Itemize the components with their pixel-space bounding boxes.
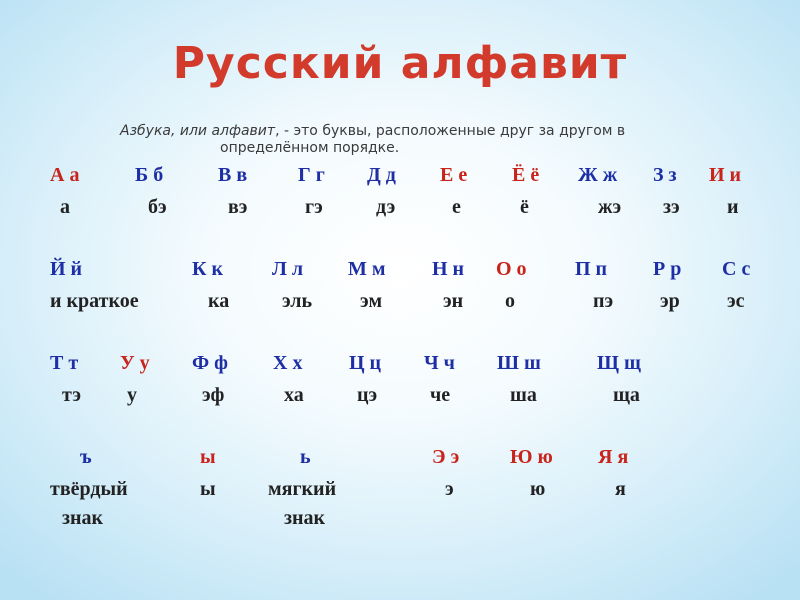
letter-i: И и [709, 164, 742, 186]
subtitle-italic: Азбука, или алфавит [120, 123, 276, 139]
letter-soft-sign: ь [300, 446, 311, 468]
letter-short-i: Й й [50, 258, 83, 280]
letter-t: Т т [50, 352, 79, 374]
name-eh: э [445, 478, 454, 500]
name-p: пэ [593, 290, 614, 312]
letter-ya: Я я [598, 446, 629, 468]
letter-m: М м [348, 258, 386, 280]
letter-hard-sign: ъ [80, 446, 92, 468]
name-s: эс [727, 290, 745, 312]
name-z: зэ [663, 196, 680, 218]
letter-a: А а [50, 164, 80, 186]
letter-eh: Э э [432, 446, 460, 468]
letter-h: Х х [273, 352, 303, 374]
letter-sh: Ш ш [497, 352, 541, 374]
subtitle [120, 123, 740, 157]
name-short-i: и краткое [50, 290, 139, 312]
name-zh: жэ [598, 196, 622, 218]
name-t: тэ [62, 384, 81, 406]
subtitle-rest: , - это буквы, расположенные друг за другом в [275, 123, 626, 139]
letter-k: К к [192, 258, 224, 280]
letter-ch: Ч ч [424, 352, 455, 374]
name-yu: ю [530, 478, 546, 500]
name-l: эль [282, 290, 313, 312]
name-soft-sign: мягкий [268, 478, 337, 500]
letter-n: Н н [432, 258, 465, 280]
name-yo: ё [520, 196, 529, 218]
name-a: а [60, 196, 70, 218]
letter-shch: Щ щ [597, 352, 641, 374]
name-e: е [452, 196, 461, 218]
letter-y: ы [200, 446, 216, 468]
name-k: ка [208, 290, 230, 312]
letter-p: П п [575, 258, 608, 280]
name-b: бэ [148, 196, 167, 218]
name-hard-sign-line2: знак [62, 507, 104, 529]
letter-yo: Ё ё [512, 164, 540, 186]
name-ch: че [430, 384, 451, 406]
letter-d: Д д [367, 164, 396, 186]
name-g: гэ [305, 196, 323, 218]
name-n: эн [443, 290, 464, 312]
letter-zh: Ж ж [578, 164, 618, 186]
name-h: ха [284, 384, 304, 406]
letter-u: У у [120, 352, 150, 374]
name-ts: цэ [357, 384, 378, 406]
name-soft-sign-line2: знак [284, 507, 326, 529]
name-u: у [127, 384, 137, 406]
letter-b: Б б [135, 164, 164, 186]
letter-g: Г г [298, 164, 325, 186]
name-y: ы [200, 478, 216, 500]
letter-f: Ф ф [192, 352, 229, 374]
name-v: вэ [228, 196, 248, 218]
letter-o: О о [496, 258, 527, 280]
name-ya: я [615, 478, 626, 500]
name-m: эм [360, 290, 383, 312]
letter-z: З з [653, 164, 677, 186]
name-sh: ша [510, 384, 537, 406]
letter-ts: Ц ц [349, 352, 382, 374]
page-title: Русский алфавит [172, 38, 628, 89]
name-hard-sign: твёрдый [50, 478, 128, 500]
name-i: и [727, 196, 739, 218]
name-r: эр [660, 290, 680, 312]
subtitle-line2: определённом порядке. [220, 140, 400, 156]
name-f: эф [202, 384, 225, 406]
name-d: дэ [376, 196, 396, 218]
letter-r: Р р [653, 258, 682, 280]
name-shch: ща [613, 384, 640, 406]
letter-e: Е е [440, 164, 468, 186]
letter-l: Л л [272, 258, 304, 280]
letter-s: С с [722, 258, 751, 280]
name-o: о [505, 290, 515, 312]
letter-yu: Ю ю [510, 446, 553, 468]
letter-v: В в [218, 164, 248, 186]
